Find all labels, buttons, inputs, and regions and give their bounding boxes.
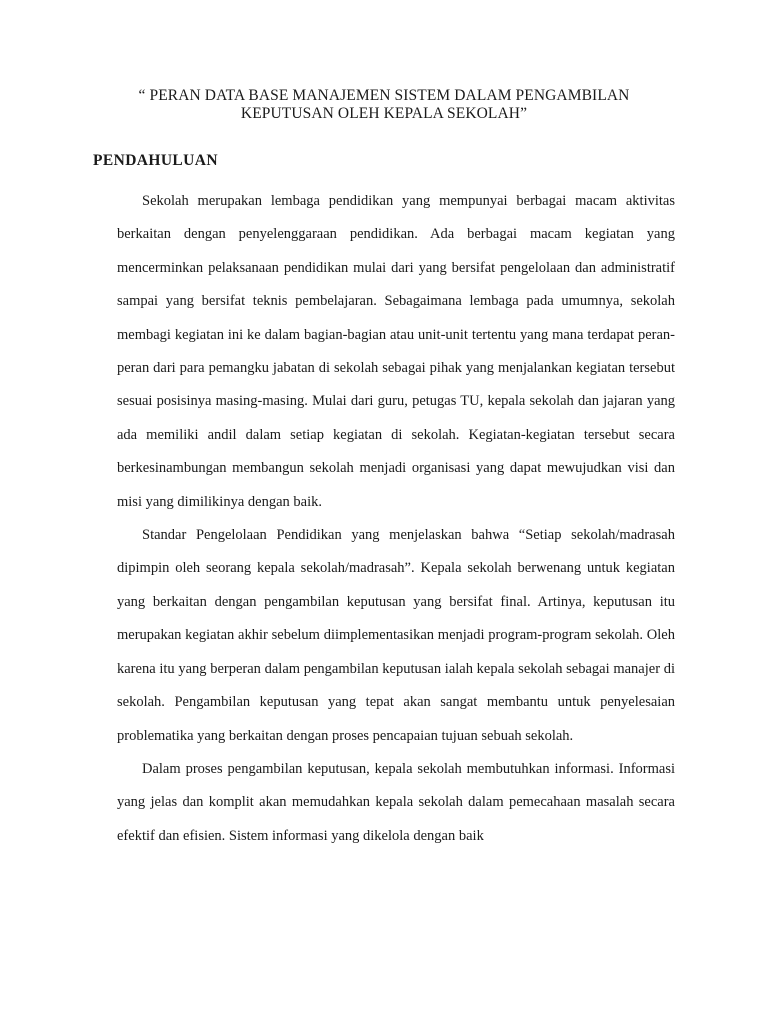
paragraph: Dalam proses pengambilan keputusan, kepala sekolah membutuhkan informasi. Informasi yang jelas dan komplit akan memudahkan kepala sekolah dalam pemecahaan masalah secara efektif dan efisien. Sistem informasi yang dikelola dengan baik xyxy=(117,760,675,844)
title-line-2: KEPUTUSAN OLEH KEPALA SEKOLAH” xyxy=(240,105,528,122)
document-title xyxy=(0,87,768,123)
title-line-1: “ PERAN DATA BASE MANAJEMEN SISTEM DALAM PENGAMBILAN xyxy=(138,87,630,104)
paragraph: Sekolah merupakan lembaga pendidikan yang mempunyai berbagai macam aktivitas berkaitan dengan penyelenggaraan pendidikan. Ada berbagai macam kegiatan yang mencerminkan pelaksanaan pendidikan mulai dari yang bersifat pengelolaan dan administratif sampai yang bersifat teknis pembelajaran. Sebagaimana lembaga pada umumnya, sekolah membagi kegiatan ini ke dalam bagian-bagian atau unit-unit tertentu yang mana terdapat peran-peran dari para pemangku jabatan di sekolah sebagai pihak yang menjalankan kegiatan tersebut sesuai posisinya masing-masing. Mulai dari guru, petugas TU, kepala sekolah dan jajaran yang ada memiliki andil dalam setiap kegiatan di sekolah. Kegiatan-kegiatan tersebut secara berkesinambungan membangun sekolah menjadi organisasi yang dapat mewujudkan visi dan misi yang dimilikinya dengan baik. xyxy=(117,193,675,510)
body-text xyxy=(117,185,675,853)
paragraph: Standar Pengelolaan Pendidikan yang menjelaskan bahwa “Setiap sekolah/madrasah dipimpin oleh seorang kepala sekolah/madrasah”. Kepala sekolah berwenang untuk kegiatan yang berkaitan dengan pengambilan keputusan yang bersifat final. Artinya, keputusan itu merupakan kegiatan akhir sebelum diimplementasikan menjadi program-program sekolah. Oleh karena itu yang berperan dalam pengambilan keputusan ialah kepala sekolah sebagai manajer di sekolah. Pengambilan keputusan yang tepat akan sangat membantu untuk penyelesaian problematika yang berkaitan dengan proses pencapaian tujuan sebuah sekolah. xyxy=(117,527,675,744)
section-heading: PENDAHULUAN xyxy=(93,152,218,169)
